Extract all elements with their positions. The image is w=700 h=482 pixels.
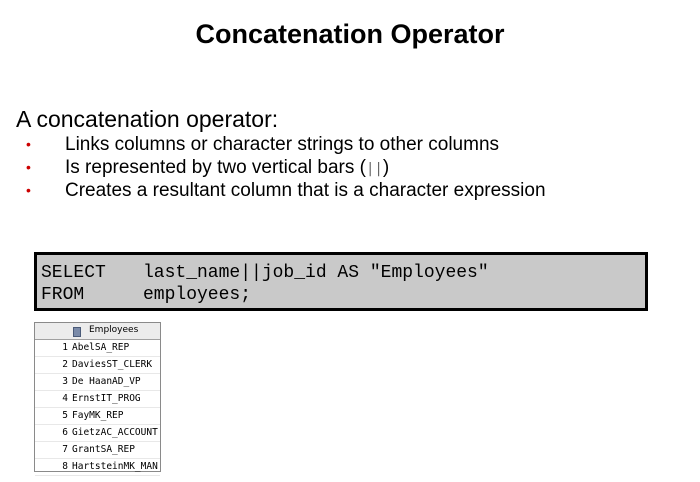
bullet-dot-icon: • xyxy=(26,182,31,198)
row-number: 3 xyxy=(62,376,68,387)
row-value: GietzAC_ACCOUNT xyxy=(72,427,158,438)
row-value: DaviesST_CLERK xyxy=(72,359,153,370)
operator-code: || xyxy=(365,161,383,177)
table-row[interactable] xyxy=(35,391,160,408)
bullet-text: Links columns or character strings to other columns xyxy=(65,134,500,155)
sql-text: last_name||job_id AS "Employees" xyxy=(143,263,489,283)
result-grid xyxy=(34,322,161,472)
row-value: HartsteinMK_MAN xyxy=(72,461,158,472)
row-number: 2 xyxy=(62,359,68,370)
intro-text: A concatenation operator: xyxy=(16,106,279,132)
table-row[interactable] xyxy=(35,357,160,374)
row-value: FayMK_REP xyxy=(72,410,124,421)
row-value: ErnstIT_PROG xyxy=(72,393,141,404)
table-row[interactable] xyxy=(35,408,160,425)
row-number: 8 xyxy=(62,461,68,472)
slide-title: Concatenation Operator xyxy=(195,19,505,49)
code-line-select xyxy=(41,263,489,283)
sql-keyword: FROM xyxy=(41,285,85,305)
table-row[interactable] xyxy=(35,442,160,459)
bullet-text: Is represented by two vertical bars (||) xyxy=(65,157,390,178)
row-number: 4 xyxy=(62,393,68,404)
bullet-dot-icon: • xyxy=(26,159,31,175)
row-value: De HaanAD_VP xyxy=(72,376,141,387)
table-row[interactable] xyxy=(35,425,160,442)
sql-text: employees; xyxy=(143,285,252,305)
table-row[interactable] xyxy=(35,459,160,476)
sql-keyword: SELECT xyxy=(41,263,106,283)
table-row[interactable] xyxy=(35,340,160,357)
bullet-text: Creates a resultant column that is a character expression xyxy=(65,180,546,201)
bullet-dot-icon: • xyxy=(26,136,31,152)
column-type-icon xyxy=(73,327,81,337)
row-value: GrantSA_REP xyxy=(72,444,135,455)
sql-code-box xyxy=(34,252,648,311)
row-number: 5 xyxy=(62,410,68,421)
code-line-from xyxy=(41,285,251,305)
row-number: 6 xyxy=(62,427,68,438)
row-number: 7 xyxy=(62,444,68,455)
row-number: 1 xyxy=(62,342,68,353)
grid-header[interactable] xyxy=(35,323,160,340)
table-row[interactable] xyxy=(35,374,160,391)
column-header-label: Employees xyxy=(89,325,139,335)
row-value: AbelSA_REP xyxy=(72,342,130,353)
